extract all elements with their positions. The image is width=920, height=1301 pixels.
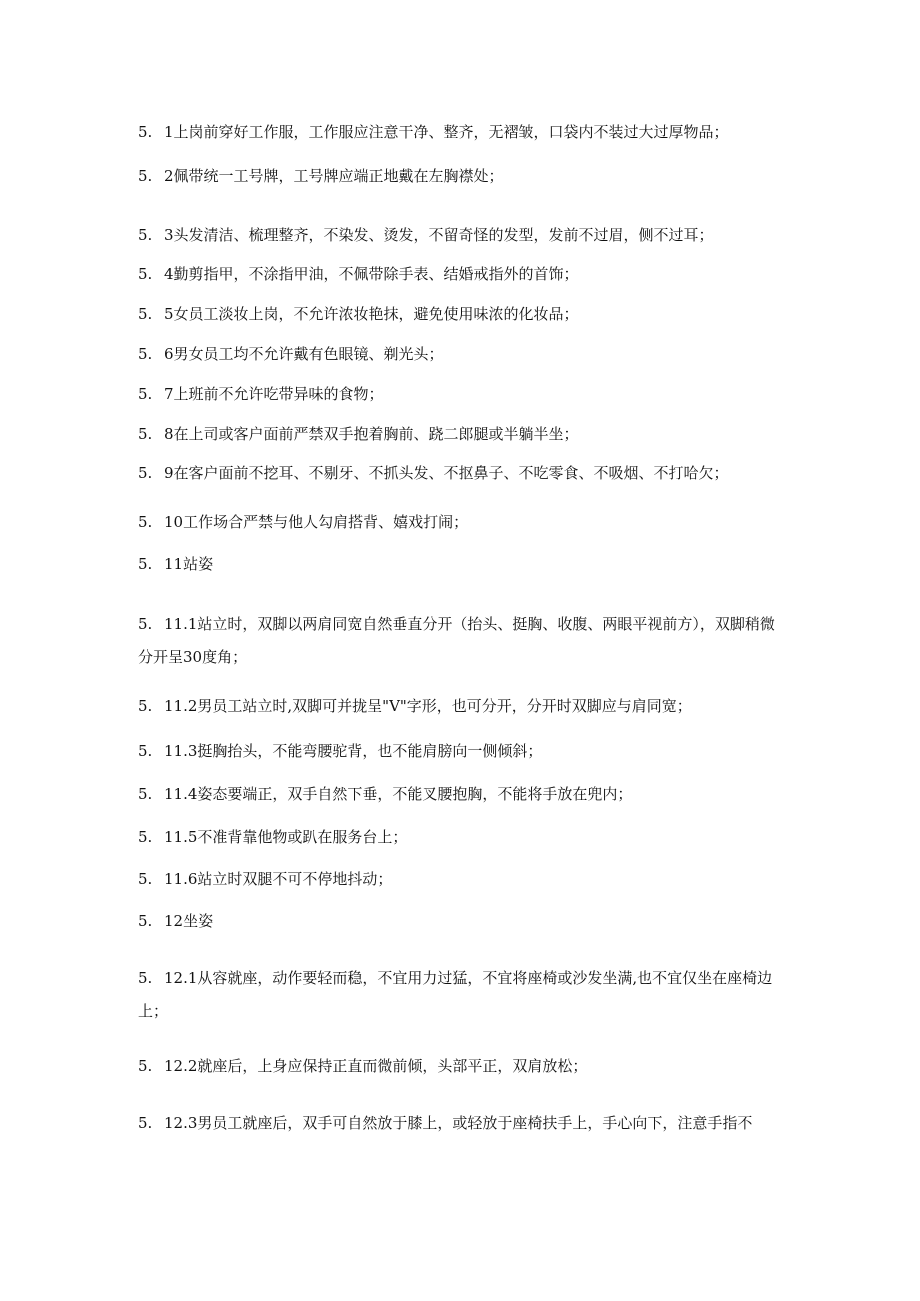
paragraph-5-11-2 [138, 690, 788, 723]
paragraph-text: 11.2男员工站立时,双脚可并拢呈"V"字形，也可分开，分开时双脚应与肩同宽； [164, 697, 692, 715]
paragraph-5-2 [138, 160, 788, 193]
paragraph-number: 5. [138, 969, 153, 987]
paragraph-5-11-4 [138, 778, 788, 811]
paragraph-text: 12.3男员工就座后，双手可自然放于膝上，或轻放于座椅扶手上，手心向下，注意手指不 [164, 1114, 753, 1132]
paragraph-number: 5. [138, 870, 153, 888]
paragraph-5-11-1 [138, 608, 788, 674]
paragraph-5-9 [138, 457, 788, 490]
paragraph-text: 9在客户面前不挖耳、不剔牙、不抓头发、不抠鼻子、不吃零食、不吸烟、不打哈欠； [164, 464, 729, 482]
paragraph-number: 5. [138, 425, 153, 443]
paragraph-text: 7上班前不允许吃带异味的食物； [164, 385, 384, 403]
paragraph-text: 11站姿 [164, 555, 214, 573]
paragraph-5-5 [138, 298, 788, 331]
paragraph-number: 5. [138, 1114, 153, 1132]
paragraph-number: 5. [138, 912, 153, 930]
paragraph-number: 5. [138, 742, 153, 760]
paragraph-number: 5. [138, 385, 153, 403]
paragraph-number: 5. [138, 265, 153, 283]
paragraph-text: 11.4姿态要端正，双手自然下垂，不能叉腰抱胸，不能将手放在兜内； [164, 785, 633, 803]
paragraph-number: 5. [138, 345, 153, 363]
paragraph-text: 11.5不准背靠他物或趴在服务台上； [164, 828, 408, 846]
paragraph-number: 5. [138, 167, 153, 185]
paragraph-text: 10工作场合严禁与他人勾肩搭背、嬉戏打闹； [164, 513, 469, 531]
paragraph-5-7 [138, 378, 788, 411]
paragraph-text: 1上岗前穿好工作服，工作服应注意干净、整齐，无褶皱，口袋内不装过大过厚物品； [164, 123, 729, 141]
paragraph-text: 2佩带统一工号牌，工号牌应端正地戴在左胸襟处； [164, 167, 504, 185]
paragraph-5-11-5 [138, 821, 788, 854]
paragraph-number: 5. [138, 305, 153, 323]
paragraph-number: 5. [138, 226, 153, 244]
paragraph-number: 5. [138, 464, 153, 482]
paragraph-text: 11.3挺胸抬头，不能弯腰驼背，也不能肩膀向一侧倾斜； [164, 742, 543, 760]
paragraph-number: 5. [138, 1057, 153, 1075]
paragraph-5-12-2 [138, 1050, 788, 1083]
paragraph-number: 5. [138, 785, 153, 803]
paragraph-5-12 [138, 905, 788, 938]
paragraph-text: 12.2就座后，上身应保持正直而微前倾，头部平正，双肩放松； [164, 1057, 588, 1075]
paragraph-5-4 [138, 258, 788, 291]
paragraph-text: 8在上司或客户面前严禁双手抱着胸前、跷二郎腿或半躺半坐； [164, 425, 579, 443]
paragraph-text: 12坐姿 [164, 912, 214, 930]
paragraph-number: 5. [138, 828, 153, 846]
paragraph-number: 5. [138, 513, 153, 531]
paragraph-5-1 [138, 116, 788, 149]
paragraph-text: 6男女员工均不允许戴有色眼镜、剃光头； [164, 345, 444, 363]
paragraph-text: 3头发清洁、梳理整齐，不染发、烫发，不留奇怪的发型，发前不过眉，侧不过耳； [164, 226, 714, 244]
paragraph-text: 4勤剪指甲，不涂指甲油，不佩带除手表、结婚戒指外的首饰； [164, 265, 579, 283]
paragraph-5-12-3 [138, 1107, 788, 1140]
paragraph-number: 5. [138, 555, 153, 573]
paragraph-5-3 [138, 219, 788, 252]
paragraph-text: 11.1站立时，双脚以两肩同宽自然垂直分开（抬头、挺胸、收腹、两眼平视前方），双脚稍微分开呈30度角； [138, 615, 775, 666]
paragraph-5-8 [138, 418, 788, 451]
paragraph-5-11-6 [138, 863, 788, 896]
paragraph-text: 11.6站立时双腿不可不停地抖动； [164, 870, 393, 888]
paragraph-5-11-3 [138, 735, 788, 768]
paragraph-text: 12.1从容就座，动作要轻而稳，不宜用力过猛，不宜将座椅或沙发坐满,也不宜仅坐在座椅边上； [138, 969, 773, 1020]
paragraph-5-11 [138, 548, 788, 581]
paragraph-5-12-1 [138, 962, 788, 1028]
paragraph-text: 5女员工淡妆上岗，不允许浓妆艳抹，避免使用味浓的化妆品； [164, 305, 579, 323]
paragraph-number: 5. [138, 697, 153, 715]
paragraph-number: 5. [138, 123, 153, 141]
paragraph-5-6 [138, 338, 788, 371]
paragraph-5-10 [138, 506, 788, 539]
paragraph-number: 5. [138, 615, 153, 633]
